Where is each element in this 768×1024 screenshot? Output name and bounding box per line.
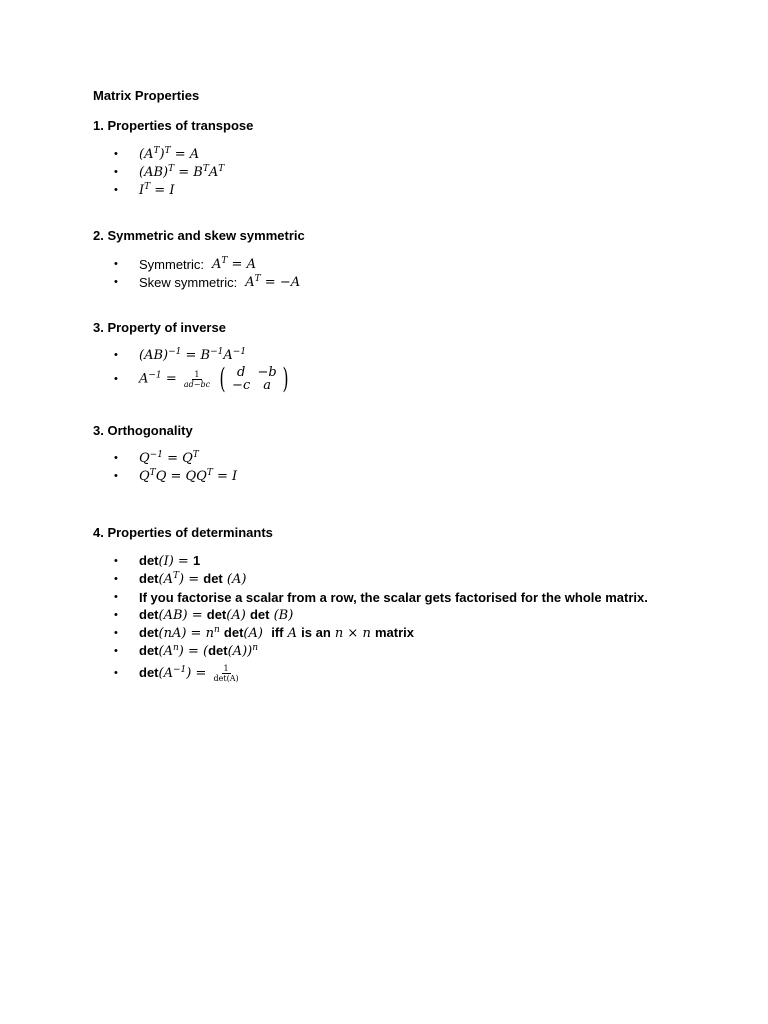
formula-det-power: $\det(A^n) = (\det(A))^n$ — [139, 643, 259, 659]
list-item — [114, 642, 258, 660]
list-item — [114, 145, 199, 163]
fraction — [212, 664, 241, 683]
formula-skew-symmetric: $A^T = -A$ — [245, 273, 301, 290]
list-item — [114, 181, 174, 199]
formula-2x2-inverse: $A^{-1}$ = $\frac{1}{ad-bc}$ ( d −b −c a ) — [139, 365, 291, 393]
bullet: • — [114, 258, 118, 270]
section-heading-transpose: 1. Properties of transpose — [93, 118, 254, 133]
section-heading-symmetric: 2. Symmetric and skew symmetric — [93, 228, 305, 243]
scalar-factorise-text: If you factorise a scalar from a row, the scalar gets factorised for the whole matrix. — [139, 589, 648, 605]
list-item — [114, 661, 242, 685]
bullet: • — [114, 276, 118, 288]
page-title: Matrix Properties — [93, 88, 200, 103]
list-item — [114, 606, 293, 624]
list-item — [114, 364, 291, 394]
matrix-cell: −b — [257, 365, 277, 380]
formula-det-transpose: $\det(A^T) = \det (A)$ — [139, 571, 247, 587]
bullet: • — [114, 166, 118, 178]
skew-symmetric-label: Skew symmetric: — [139, 274, 238, 290]
formula-inverse-of-product: $(AB)^{-1} = B^{-1}A^{-1}$ — [139, 346, 247, 363]
matrix-cell: −c — [232, 378, 251, 393]
formula-transpose-of-transpose: $(A^T)^T = A$ — [139, 145, 200, 162]
list-item — [114, 467, 237, 485]
bullet: • — [114, 470, 118, 482]
list-item — [114, 570, 246, 588]
list-item — [114, 163, 224, 181]
symmetric-label: Symmetric: — [139, 256, 204, 272]
bullet: • — [114, 555, 118, 567]
fraction-numerator: 1 — [194, 369, 200, 379]
bullet: • — [114, 148, 118, 160]
iff-text: iff — [271, 625, 284, 640]
list-item — [114, 588, 648, 606]
formula-orthogonal-product: $Q^TQ = QQ^T = I$ — [139, 467, 238, 484]
section-heading-inverse: 3. Property of inverse — [93, 320, 226, 335]
matrix-cell: a — [263, 378, 272, 393]
formula-orthogonal-inverse: $Q^{-1} = Q^T$ — [139, 449, 199, 466]
matrix-grid — [228, 366, 280, 392]
list-item — [114, 255, 256, 273]
bullet: • — [114, 349, 118, 361]
is-an-text: is an — [301, 625, 331, 640]
bullet: • — [114, 627, 118, 639]
matrix-cell: d — [236, 365, 246, 380]
fraction-denominator: det(A) — [213, 673, 239, 683]
list-item — [114, 346, 246, 364]
formula-det-inverse: $\det(A^{-1})$ = $\frac{1}{\det(A)}$ — [139, 663, 239, 683]
bullet: • — [114, 573, 118, 585]
list-item — [114, 624, 414, 642]
bullet: • — [114, 373, 118, 385]
formula-transpose-of-product: $(AB)^T = B^TA^T$ — [139, 163, 225, 180]
left-paren: ( — [219, 362, 226, 395]
section-heading-orthogonality: 3. Orthogonality — [93, 423, 193, 438]
matrix-2x2 — [217, 362, 291, 395]
fraction-denominator: ad−bc — [183, 379, 211, 389]
fraction-numerator: 1 — [223, 663, 229, 673]
formula-det-product: det(AB) = det(A) det (B) — [139, 607, 294, 623]
fraction — [182, 370, 212, 389]
formula-det-scalar: $\det(nA) = n^n$ det(A) iff A is an n × n matrix — [139, 625, 414, 641]
bullet: • — [114, 591, 118, 603]
right-paren: ) — [282, 362, 289, 395]
section-heading-determinants: 4. Properties of determinants — [93, 525, 273, 540]
bullet: • — [114, 609, 118, 621]
list-item — [114, 449, 199, 467]
formula-det-identity: det(I) = 1 — [139, 553, 201, 569]
formula-identity-transpose: $I^T = I$ — [139, 181, 175, 198]
bullet: • — [114, 184, 118, 196]
list-item — [114, 273, 300, 291]
bullet: • — [114, 645, 118, 657]
matrix-word: matrix — [374, 625, 414, 640]
bullet: • — [114, 452, 118, 464]
formula-symmetric: $A^T = A$ — [212, 255, 256, 272]
list-item — [114, 552, 200, 570]
bullet: • — [114, 667, 118, 679]
